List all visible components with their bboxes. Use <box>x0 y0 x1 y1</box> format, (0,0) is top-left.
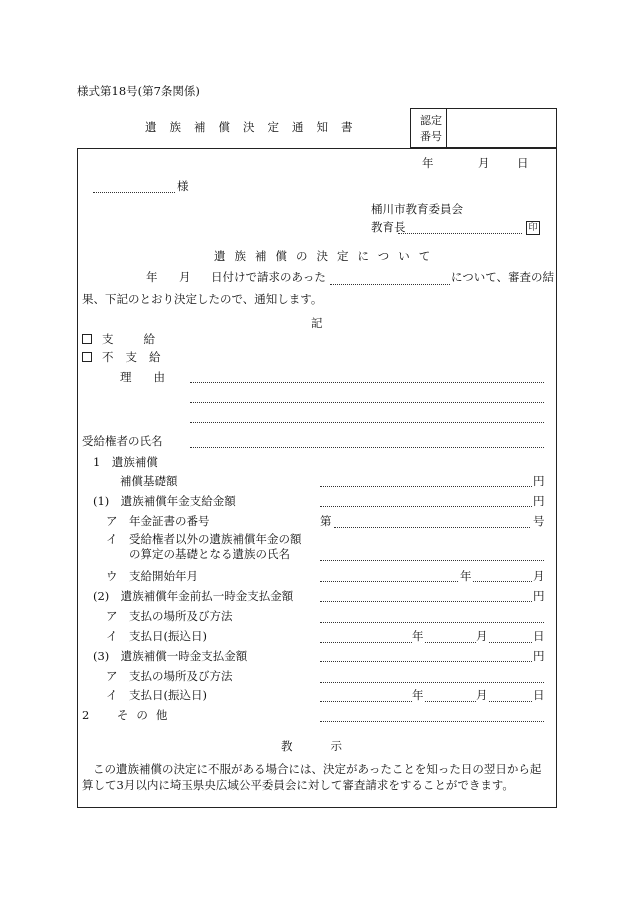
yen-unit: 円 <box>533 474 545 488</box>
yen-unit: 円 <box>533 589 545 603</box>
item3-day-unit: 日 <box>533 688 545 702</box>
addressee-suffix: 様 <box>177 179 189 193</box>
start-year-unit: 年 <box>460 569 472 583</box>
body-month: 月 <box>179 270 191 284</box>
yen-unit: 円 <box>533 649 545 663</box>
body-text2: について、審査の結 <box>451 270 555 284</box>
option-pay[interactable] <box>82 334 185 346</box>
request-subject-field[interactable] <box>330 284 450 285</box>
item3-amount-field[interactable] <box>320 661 532 662</box>
subject-title: 遺族補償の決定について <box>214 249 440 263</box>
base-amount-label: 補償基礎額 <box>120 474 178 488</box>
form-title: 遺族補償決定通知書 <box>145 120 366 134</box>
instruction-line1: この遺族補償の決定に不服がある場合には、決定があったことを知った日の翌日から起 <box>93 762 542 776</box>
cert-prefix: 第 <box>320 514 332 528</box>
item3-payment-date-field[interactable] <box>320 701 544 702</box>
instruction-heading: 教示 <box>281 739 380 753</box>
item2-payment-method-field[interactable] <box>320 622 544 623</box>
base-amount-field[interactable] <box>320 486 532 487</box>
reason-line-1[interactable] <box>190 382 544 383</box>
start-month-unit: 月 <box>533 569 545 583</box>
item1-u-label: ウ 支給開始年月 <box>106 569 198 583</box>
reason-line-2[interactable] <box>190 402 544 403</box>
approval-label-1: 認定 <box>420 114 442 127</box>
other-field[interactable] <box>320 721 544 722</box>
item1-a-label: ア 年金証書の番号 <box>106 514 210 528</box>
item2-day-unit: 日 <box>533 629 545 643</box>
ki-mark: 記 <box>311 316 323 330</box>
instruction-line2: 算して3月以内に埼玉県央広域公平委員会に対して審査請求をすることができます。 <box>82 778 514 792</box>
item3-i-label: イ 支払日(振込日) <box>106 688 207 702</box>
item2-year-unit: 年 <box>412 629 424 643</box>
seal-mark: 印 <box>526 221 540 235</box>
item2-i-label: イ 支払日(振込日) <box>106 629 207 643</box>
issuer-position: 教育長 <box>371 220 406 234</box>
approval-box <box>410 108 557 148</box>
item2-label: (2) 遺族補償年金前払一時金支払金額 <box>93 589 294 603</box>
item1-amount-field[interactable] <box>320 506 532 507</box>
date-day: 日 <box>517 156 529 170</box>
section2-label: 2 その他 <box>82 708 176 722</box>
item3-year-unit: 年 <box>412 688 424 702</box>
section1-heading: 1 遺族補償 <box>93 455 158 469</box>
approval-label-2: 番号 <box>420 130 442 143</box>
cert-suffix: 号 <box>533 514 545 528</box>
checkbox-icon[interactable] <box>82 334 92 344</box>
yen-unit: 円 <box>533 494 545 508</box>
form-number: 様式第18号(第7条関係) <box>77 84 200 98</box>
issuer-org: 桶川市教育委員会 <box>371 202 463 216</box>
body-year: 年 <box>146 270 158 284</box>
item3-month-unit: 月 <box>476 688 488 702</box>
date-year: 年 <box>422 156 434 170</box>
reason-line-3[interactable] <box>190 422 544 423</box>
item2-month-unit: 月 <box>476 629 488 643</box>
issuer-name-field[interactable] <box>398 233 522 234</box>
item2-a-label: ア 支払の場所及び方法 <box>106 609 233 623</box>
reason-label: 理由 <box>120 370 187 384</box>
item3-a-label: ア 支払の場所及び方法 <box>106 669 233 683</box>
item3-payment-method-field[interactable] <box>320 682 544 683</box>
cert-number-field[interactable] <box>334 527 530 528</box>
option-no-pay[interactable] <box>82 352 173 364</box>
item3-label: (3) 遺族補償一時金支払金額 <box>93 649 248 663</box>
item2-payment-date-field[interactable] <box>320 642 544 643</box>
recipient-name-label: 受給権者の氏名 <box>82 434 163 448</box>
addressee-field[interactable] <box>93 192 175 193</box>
item1-label: (1) 遺族補償年金支給金額 <box>93 494 236 508</box>
recipient-name-field[interactable] <box>190 447 544 448</box>
start-month-field[interactable] <box>320 581 544 582</box>
checkbox-icon[interactable] <box>82 352 92 362</box>
body-line2: 果、下記のとおり決定したので、通知します。 <box>82 292 323 306</box>
date-month: 月 <box>478 156 490 170</box>
survivor-name-field[interactable] <box>320 560 544 561</box>
item1-i-line2: の算定の基礎となる遺族の氏名 <box>129 547 290 561</box>
option-no-pay-label: 不支給 <box>102 350 173 364</box>
body-text: 日付けで請求のあった <box>211 270 326 284</box>
item1-i-line1: イ 受給権者以外の遺族補償年金の額 <box>106 532 302 546</box>
option-pay-label: 支給 <box>102 332 185 346</box>
item2-amount-field[interactable] <box>320 601 532 602</box>
